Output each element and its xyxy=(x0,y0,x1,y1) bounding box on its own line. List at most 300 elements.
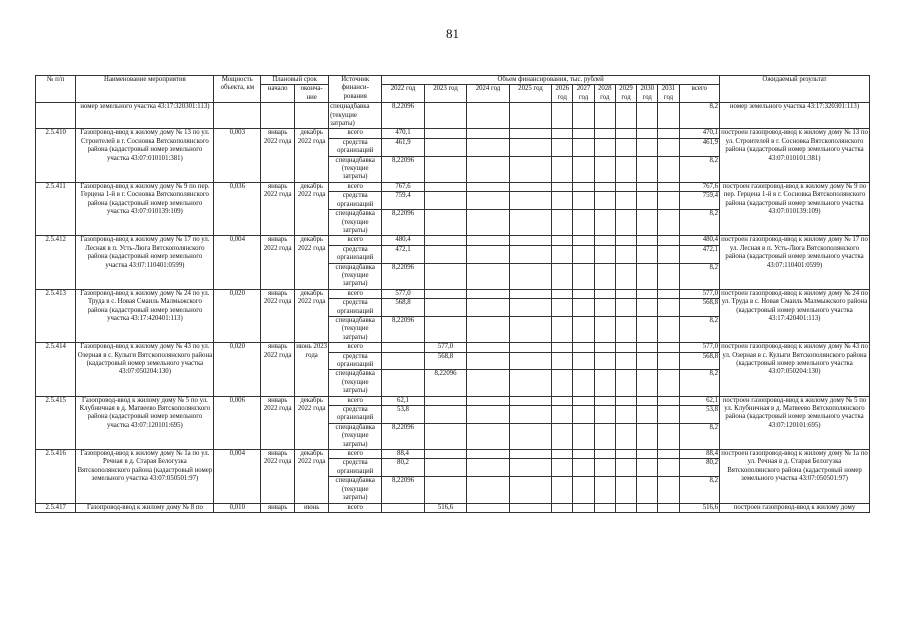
empty-cell xyxy=(467,406,509,424)
cell-end xyxy=(295,103,329,129)
empty-cell xyxy=(424,103,466,129)
empty-cell xyxy=(637,406,658,424)
cell-total: 88,4 xyxy=(679,450,719,459)
cell-power: 0,036 xyxy=(214,182,261,235)
cell-end: декабрь 2022 года xyxy=(295,450,329,503)
header-year: 2031 год xyxy=(658,85,679,103)
cell-total: 8,2 xyxy=(679,103,719,129)
empty-cell xyxy=(615,182,636,191)
cell-start xyxy=(261,103,295,129)
empty-cell xyxy=(637,459,658,477)
empty-cell xyxy=(552,370,573,396)
header-start: начало xyxy=(261,85,295,103)
cell-no: 2.5.411 xyxy=(36,182,76,235)
empty-cell xyxy=(615,299,636,317)
cell-power: 0,020 xyxy=(214,289,261,342)
cell-source: всего xyxy=(329,236,382,245)
cell-source: всего xyxy=(329,289,382,298)
cell-total: 80,2 xyxy=(679,459,719,477)
empty-cell xyxy=(658,450,679,459)
cell-y2022: 8,22096 xyxy=(382,316,424,342)
empty-cell xyxy=(637,263,658,289)
empty-cell xyxy=(573,352,594,370)
cell-start: январь 2022 года xyxy=(261,182,295,235)
empty-cell xyxy=(467,343,509,352)
cell-y2023 xyxy=(424,263,466,289)
empty-cell xyxy=(615,210,636,236)
table-row xyxy=(36,289,870,298)
cell-start: январь xyxy=(261,503,295,512)
cell-start: январь 2022 года xyxy=(261,236,295,289)
empty-cell xyxy=(552,156,573,182)
cell-y2022: 53,8 xyxy=(382,406,424,424)
cell-y2022: 8,22096 xyxy=(382,210,424,236)
empty-cell xyxy=(615,316,636,342)
empty-cell xyxy=(573,503,594,512)
cell-result: построен газопровод-ввод к жилому дому № 13 по ул. Строителей в г. Сосновка Вятскополянского района (кадастровый номер земельного участка 43:07:010101:381) xyxy=(720,129,870,182)
empty-cell xyxy=(594,156,615,182)
empty-cell xyxy=(467,370,509,396)
cell-y2022: 568,8 xyxy=(382,299,424,317)
cell-total: 577,0 xyxy=(679,343,719,352)
cell-y2022: 8,22096 xyxy=(382,423,424,449)
cell-total: 8,2 xyxy=(679,477,719,503)
empty-cell xyxy=(552,236,573,245)
cell-power: 0,010 xyxy=(214,503,261,512)
cell-source: спецнадбавка (текущие затраты) xyxy=(329,477,382,503)
empty-cell xyxy=(509,263,551,289)
empty-cell xyxy=(467,263,509,289)
cell-source: спецнадбавка (текущие затраты) xyxy=(329,210,382,236)
table-row xyxy=(36,129,870,138)
empty-cell xyxy=(467,210,509,236)
empty-cell xyxy=(594,289,615,298)
empty-cell xyxy=(467,503,509,512)
empty-cell xyxy=(658,299,679,317)
empty-cell xyxy=(509,289,551,298)
empty-cell xyxy=(573,245,594,263)
empty-cell xyxy=(658,423,679,449)
empty-cell xyxy=(509,129,551,138)
empty-cell xyxy=(552,343,573,352)
cell-y2023 xyxy=(424,210,466,236)
empty-cell xyxy=(594,210,615,236)
empty-cell xyxy=(573,459,594,477)
empty-cell xyxy=(573,103,594,129)
cell-y2023 xyxy=(424,156,466,182)
cell-y2023 xyxy=(424,396,466,405)
cell-start: январь 2022 года xyxy=(261,129,295,182)
cell-no: 2.5.414 xyxy=(36,343,76,396)
empty-cell xyxy=(594,503,615,512)
empty-cell xyxy=(658,210,679,236)
empty-cell xyxy=(637,192,658,210)
cell-power: 0,006 xyxy=(214,396,261,449)
cell-total: 516,6 xyxy=(679,503,719,512)
empty-cell xyxy=(467,129,509,138)
empty-cell xyxy=(594,182,615,191)
empty-cell xyxy=(552,352,573,370)
header-year: 2022 год xyxy=(382,85,424,103)
cell-y2023 xyxy=(424,423,466,449)
empty-cell xyxy=(658,396,679,405)
header-year: 2023 год xyxy=(424,85,466,103)
cell-total: 577,0 xyxy=(679,289,719,298)
empty-cell xyxy=(615,236,636,245)
empty-cell xyxy=(552,459,573,477)
empty-cell xyxy=(658,236,679,245)
cell-result: построен газопровод-ввод к жилому дому № 43 по ул. Озерная в с. Кулыги Вятскополянского района (кадастровый номер земельного участка 43:07:050204:130) xyxy=(720,343,870,396)
empty-cell xyxy=(615,423,636,449)
empty-cell xyxy=(637,396,658,405)
empty-cell xyxy=(509,396,551,405)
cell-y2022: 470,1 xyxy=(382,129,424,138)
header-source: Источник финанси-рования xyxy=(329,76,382,103)
empty-cell xyxy=(509,210,551,236)
empty-cell xyxy=(467,316,509,342)
empty-cell xyxy=(552,182,573,191)
cell-y2022: 461,9 xyxy=(382,138,424,156)
header-year: 2028 год xyxy=(594,85,615,103)
table-row xyxy=(36,396,870,405)
cell-y2023 xyxy=(424,138,466,156)
empty-cell xyxy=(509,236,551,245)
empty-cell xyxy=(658,192,679,210)
empty-cell xyxy=(637,236,658,245)
empty-cell xyxy=(594,316,615,342)
cell-total: 767,6 xyxy=(679,182,719,191)
empty-cell xyxy=(658,156,679,182)
empty-cell xyxy=(594,406,615,424)
empty-cell xyxy=(573,138,594,156)
empty-cell xyxy=(509,450,551,459)
header-year: всего xyxy=(679,85,719,103)
empty-cell xyxy=(658,182,679,191)
empty-cell xyxy=(594,459,615,477)
empty-cell xyxy=(552,406,573,424)
cell-y2023 xyxy=(424,406,466,424)
cell-y2023 xyxy=(424,289,466,298)
empty-cell xyxy=(467,459,509,477)
cell-source: спецнадбавка (текущие затраты) xyxy=(329,316,382,342)
empty-cell xyxy=(615,245,636,263)
empty-cell xyxy=(552,289,573,298)
empty-cell xyxy=(594,236,615,245)
cell-total: 480,4 xyxy=(679,236,719,245)
empty-cell xyxy=(658,406,679,424)
cell-y2022: 767,6 xyxy=(382,182,424,191)
cell-total: 568,8 xyxy=(679,299,719,317)
empty-cell xyxy=(658,503,679,512)
empty-cell xyxy=(573,299,594,317)
cell-end: декабрь 2022 года xyxy=(295,182,329,235)
cell-result: построен газопровод-ввод к жилому дому № 5 по ул. Клубничная в д. Матвеево Вятскополянского района (кадастровый номер земельного участка 43:07:120101:695) xyxy=(720,396,870,449)
empty-cell xyxy=(552,423,573,449)
cell-source: спецнадбавка (текущие затраты) xyxy=(329,103,382,129)
empty-cell xyxy=(637,156,658,182)
cell-y2023 xyxy=(424,192,466,210)
empty-cell xyxy=(637,316,658,342)
empty-cell xyxy=(615,138,636,156)
empty-cell xyxy=(658,245,679,263)
cell-y2023: 568,8 xyxy=(424,352,466,370)
cell-source: всего xyxy=(329,129,382,138)
empty-cell xyxy=(615,263,636,289)
empty-cell xyxy=(467,352,509,370)
cell-y2023 xyxy=(424,182,466,191)
empty-cell xyxy=(615,156,636,182)
cell-result: построен газопровод-ввод к жилому дому № 24 по ул. Труда в с. Новая Смаиль Малмыжского района (кадастровый номер земельного участка 43:17:420401:113) xyxy=(720,289,870,342)
empty-cell xyxy=(573,236,594,245)
empty-cell xyxy=(509,156,551,182)
empty-cell xyxy=(509,316,551,342)
empty-cell xyxy=(615,343,636,352)
empty-cell xyxy=(615,289,636,298)
cell-name: Газопровод-ввод к жилому дому № 9 по пер. Герцена 1-й в г. Сосновка Вятскополянского района (кадастровый номер земельного участка 43:07:010139:109) xyxy=(76,182,214,235)
empty-cell xyxy=(615,477,636,503)
empty-cell xyxy=(637,182,658,191)
empty-cell xyxy=(509,406,551,424)
empty-cell xyxy=(509,370,551,396)
cell-y2023 xyxy=(424,450,466,459)
cell-y2022: 8,22096 xyxy=(382,263,424,289)
empty-cell xyxy=(573,156,594,182)
cell-y2023 xyxy=(424,245,466,263)
table-row xyxy=(36,103,870,129)
cell-y2023 xyxy=(424,236,466,245)
empty-cell xyxy=(594,263,615,289)
cell-source: всего xyxy=(329,396,382,405)
header-plan: Плановый срок xyxy=(261,76,329,85)
cell-source: средства организаций xyxy=(329,192,382,210)
empty-cell xyxy=(573,450,594,459)
empty-cell xyxy=(552,450,573,459)
table-row xyxy=(36,182,870,191)
empty-cell xyxy=(615,129,636,138)
cell-source: всего xyxy=(329,450,382,459)
cell-start: январь 2022 года xyxy=(261,396,295,449)
empty-cell xyxy=(552,138,573,156)
empty-cell xyxy=(637,352,658,370)
cell-no: 2.5.410 xyxy=(36,129,76,182)
header-year: 2029 год xyxy=(615,85,636,103)
empty-cell xyxy=(637,103,658,129)
empty-cell xyxy=(552,103,573,129)
cell-y2022: 480,4 xyxy=(382,236,424,245)
cell-source: всего xyxy=(329,503,382,512)
financing-table xyxy=(35,75,870,513)
cell-y2022: 8,22096 xyxy=(382,477,424,503)
cell-name: Газопровод-ввод к жилому дому № 17 по ул. Лесная в п. Усть-Люга Вятскополянского района (кадастровый номер земельного участка 43:07:110401:0599) xyxy=(76,236,214,289)
empty-cell xyxy=(467,138,509,156)
empty-cell xyxy=(467,192,509,210)
empty-cell xyxy=(509,192,551,210)
cell-total: 461,9 xyxy=(679,138,719,156)
table-row xyxy=(36,450,870,459)
cell-total: 8,2 xyxy=(679,423,719,449)
page-number: 81 xyxy=(446,26,459,41)
empty-cell xyxy=(552,210,573,236)
empty-cell xyxy=(658,352,679,370)
empty-cell xyxy=(509,503,551,512)
empty-cell xyxy=(658,459,679,477)
cell-source: спецнадбавка (текущие затраты) xyxy=(329,423,382,449)
empty-cell xyxy=(573,370,594,396)
empty-cell xyxy=(594,352,615,370)
empty-cell xyxy=(637,289,658,298)
header-result: Ожидаемый результат xyxy=(720,76,870,103)
cell-y2023 xyxy=(424,299,466,317)
cell-name: Газопровод-ввод к жилому дому № 24 по ул. Труда в с. Новая Смаиль Малмыжского района (кадастровый номер земельного участка 43:17:420401:113) xyxy=(76,289,214,342)
table-row xyxy=(36,503,870,512)
cell-y2022: 472,1 xyxy=(382,245,424,263)
cell-source: средства организаций xyxy=(329,245,382,263)
empty-cell xyxy=(594,129,615,138)
cell-total: 53,8 xyxy=(679,406,719,424)
empty-cell xyxy=(467,423,509,449)
empty-cell xyxy=(467,396,509,405)
empty-cell xyxy=(509,423,551,449)
cell-y2022: 759,4 xyxy=(382,192,424,210)
empty-cell xyxy=(615,103,636,129)
cell-end: декабрь 2022 года xyxy=(295,289,329,342)
empty-cell xyxy=(594,245,615,263)
empty-cell xyxy=(467,245,509,263)
cell-result: построен газопровод-ввод к жилому дому № 17 по ул. Лесная в п. Усть-Люга Вятскополянского района (кадастровый номер земельного участка 43:07:110401:0599) xyxy=(720,236,870,289)
header-year: 2026 год xyxy=(552,85,573,103)
empty-cell xyxy=(573,182,594,191)
empty-cell xyxy=(615,192,636,210)
empty-cell xyxy=(594,450,615,459)
empty-cell xyxy=(467,103,509,129)
cell-name: Газопровод-ввод к жилому дому № 1а по ул. Речная в д. Старая Белогузка Вятскополянского района (кадастровый номер земельного участка 43:07:050501:97) xyxy=(76,450,214,503)
cell-source: всего xyxy=(329,343,382,352)
cell-source: средства организаций xyxy=(329,352,382,370)
empty-cell xyxy=(573,192,594,210)
cell-name: Газопровод-ввод к жилому дому № 13 по ул. Строителей в г. Сосновка Вятскополянского района (кадастровый номер земельного участка 43:07:010101:381) xyxy=(76,129,214,182)
header-end: оконча-ние xyxy=(295,85,329,103)
empty-cell xyxy=(615,370,636,396)
cell-source: всего xyxy=(329,182,382,191)
cell-end: декабрь 2022 года xyxy=(295,236,329,289)
header-year: 2030 год xyxy=(637,85,658,103)
cell-y2023: 8,22096 xyxy=(424,370,466,396)
empty-cell xyxy=(509,459,551,477)
empty-cell xyxy=(509,182,551,191)
header-no: № п/п xyxy=(36,76,76,103)
cell-no: 2.5.413 xyxy=(36,289,76,342)
empty-cell xyxy=(573,210,594,236)
cell-y2022: 8,22096 xyxy=(382,156,424,182)
empty-cell xyxy=(658,343,679,352)
empty-cell xyxy=(467,236,509,245)
empty-cell xyxy=(509,352,551,370)
empty-cell xyxy=(573,343,594,352)
empty-cell xyxy=(552,263,573,289)
empty-cell xyxy=(594,477,615,503)
cell-y2023: 516,6 xyxy=(424,503,466,512)
empty-cell xyxy=(594,138,615,156)
empty-cell xyxy=(615,352,636,370)
empty-cell xyxy=(573,263,594,289)
cell-power: 0,004 xyxy=(214,236,261,289)
cell-source: спецнадбавка (текущие затраты) xyxy=(329,263,382,289)
cell-total: 8,2 xyxy=(679,210,719,236)
header-name: Наименование мероприятия xyxy=(76,76,214,103)
empty-cell xyxy=(658,138,679,156)
empty-cell xyxy=(594,370,615,396)
empty-cell xyxy=(637,245,658,263)
cell-name: номер земельного участка 43:17:320301:113) xyxy=(76,103,214,129)
empty-cell xyxy=(552,316,573,342)
empty-cell xyxy=(467,450,509,459)
cell-result: номер земельного участка 43:17:320301:113) xyxy=(720,103,870,129)
cell-name: Газопровод-ввод к жилому дому № 8 по xyxy=(76,503,214,512)
empty-cell xyxy=(552,192,573,210)
cell-y2022 xyxy=(382,352,424,370)
header-power: Мощность объекта, км xyxy=(214,76,261,103)
header-year: 2025 год xyxy=(509,85,551,103)
empty-cell xyxy=(594,343,615,352)
empty-cell xyxy=(467,477,509,503)
cell-total: 568,8 xyxy=(679,352,719,370)
cell-y2023 xyxy=(424,129,466,138)
cell-start: январь 2022 года xyxy=(261,450,295,503)
cell-end: декабрь 2022 года xyxy=(295,129,329,182)
empty-cell xyxy=(573,396,594,405)
empty-cell xyxy=(637,138,658,156)
empty-cell xyxy=(573,423,594,449)
table-row xyxy=(36,236,870,245)
cell-source: спецнадбавка (текущие затраты) xyxy=(329,156,382,182)
empty-cell xyxy=(509,245,551,263)
cell-name: Газопровод-ввод к жилому дому № 43 по ул. Озерная в с. Кулыги Вятскополянского района (кадастровый номер земельного участка 43:07:050204:130) xyxy=(76,343,214,396)
cell-power xyxy=(214,103,261,129)
empty-cell xyxy=(552,477,573,503)
cell-end: июнь xyxy=(295,503,329,512)
cell-total: 8,2 xyxy=(679,316,719,342)
empty-cell xyxy=(509,477,551,503)
empty-cell xyxy=(658,289,679,298)
empty-cell xyxy=(637,299,658,317)
cell-total: 62,1 xyxy=(679,396,719,405)
cell-result: построен газопровод-ввод к жилому дому xyxy=(720,503,870,512)
cell-result: построен газопровод-ввод к жилому дому № 9 по пер. Герцена 1-й в г. Сосновка Вятскополянского района (кадастровый номер земельного участка 43:07:010139:109) xyxy=(720,182,870,235)
cell-y2023 xyxy=(424,477,466,503)
header-year: 2024 год xyxy=(467,85,509,103)
empty-cell xyxy=(637,343,658,352)
empty-cell xyxy=(637,370,658,396)
empty-cell xyxy=(658,370,679,396)
cell-source: средства организаций xyxy=(329,299,382,317)
empty-cell xyxy=(573,477,594,503)
empty-cell xyxy=(509,343,551,352)
empty-cell xyxy=(658,477,679,503)
cell-y2023: 577,0 xyxy=(424,343,466,352)
empty-cell xyxy=(637,477,658,503)
empty-cell xyxy=(594,423,615,449)
empty-cell xyxy=(658,316,679,342)
empty-cell xyxy=(658,263,679,289)
empty-cell xyxy=(658,129,679,138)
cell-start: январь 2022 года xyxy=(261,343,295,396)
cell-total: 8,2 xyxy=(679,370,719,396)
empty-cell xyxy=(467,156,509,182)
empty-cell xyxy=(594,396,615,405)
cell-y2022 xyxy=(382,370,424,396)
cell-source: средства организаций xyxy=(329,138,382,156)
cell-total: 472,1 xyxy=(679,245,719,263)
